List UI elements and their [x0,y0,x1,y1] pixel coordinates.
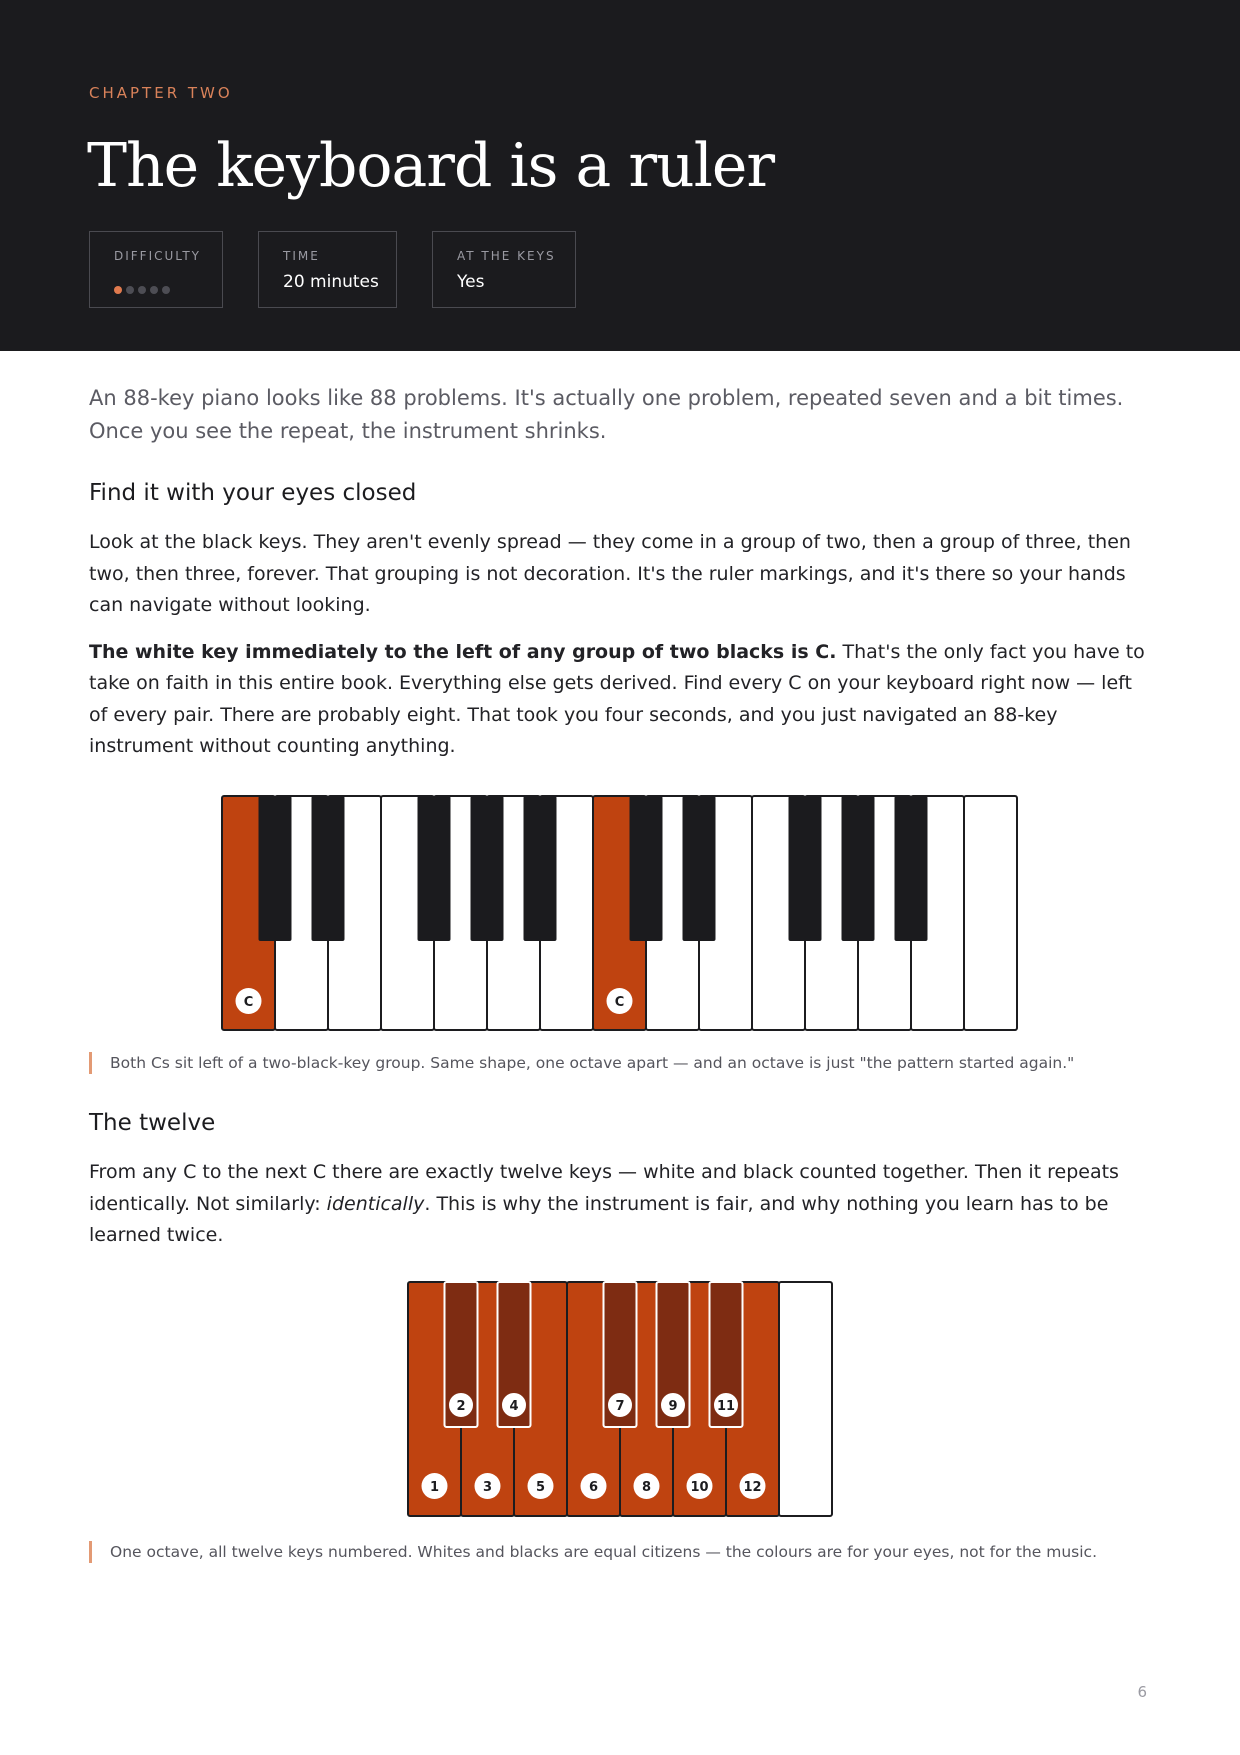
page-title: The keyboard is a ruler [87,131,775,201]
body-paragraph: Look at the black keys. They aren't evenly spread — they come in a group of two, then a group of three, then two, then three, forever. That grouping is not decoration. It's the ruler markings, and it's there so your hands can navigate without looking. [89,531,1131,616]
section-body [89,1157,1149,1252]
key-fact: The white key immediately to the left of any group of two blacks is C. [89,640,837,663]
section-heading: The twelve [89,1110,216,1136]
white-key [964,796,1017,1030]
key-number: 6 [588,1480,599,1495]
c-key-label: C [614,995,625,1010]
lede-paragraph: An 88-key piano looks like 88 problems. It's actually one problem, repeated seven and a bit times. Once you see the repeat, the instrument shrinks. [89,386,1124,443]
meta-label: DIFFICULTY [114,249,201,263]
figure-caption: One octave, all twelve keys numbered. Whites and blacks are equal citizens — the colours are for your eyes, not for the music. [89,1541,1170,1563]
figure-caption: Both Cs sit left of a two-black-key group. Same shape, one octave apart — and an octave is just "the pattern started again." [89,1052,1170,1074]
chapter-header [0,0,1240,351]
white-key [779,1282,832,1516]
rating-dot [162,286,170,294]
section-heading: Find it with your eyes closed [89,480,417,506]
key-number: 3 [482,1480,493,1495]
black-key [630,796,663,941]
meta-label: TIME [283,249,320,263]
section-body [89,527,1149,763]
meta-card-difficulty [89,231,223,308]
black-key [471,796,504,941]
rating-dot [150,286,158,294]
c-key-label: C [243,995,254,1010]
rating-dot [138,286,146,294]
black-key [789,796,822,941]
key-number: 2 [456,1399,466,1414]
key-number: 8 [641,1480,652,1495]
black-key [418,796,451,941]
key-number: 11 [716,1399,736,1414]
key-number: 7 [615,1399,625,1414]
key-number: 5 [535,1480,546,1495]
black-key [259,796,292,941]
body-text: From any C to the next C there are exactly twelve keys — white and black counted together. Then it repeats identically. Not similarly: [89,1161,1119,1215]
meta-card-at-keys [432,231,576,308]
body-text: That's the only fact you have to take on faith in this entire book. Everything else gets derived. Find every C on your keyboard right now — left of every pair. There are probably eight. That took you four seconds, and you just navigated an 88-key instrument without counting anything. [89,640,1145,757]
black-key [895,796,928,941]
page-number: 6 [1137,1683,1147,1701]
black-key [842,796,875,941]
key-number: 4 [509,1399,519,1414]
key-number: 12 [743,1480,762,1495]
black-key [312,796,345,941]
difficulty-rating [114,279,174,298]
rating-dot [126,286,134,294]
key-number: 1 [429,1480,440,1495]
black-key [524,796,557,941]
meta-label: AT THE KEYS [457,249,556,263]
meta-card-time [258,231,397,308]
body-paragraph [89,1157,1149,1252]
emphasis: identically [326,1192,425,1215]
black-key [683,796,716,941]
body-paragraph [89,637,1149,763]
chapter-kicker: CHAPTER TWO [89,84,233,102]
body-text: . This is why the instrument is fair, and why nothing you learn has to be learned twice. [89,1192,1109,1246]
meta-value: 20 minutes [283,272,379,292]
rating-dot-filled [114,286,122,294]
meta-value: Yes [457,272,485,292]
key-number: 10 [690,1480,709,1495]
key-number: 9 [668,1399,678,1414]
keyboard-diagram-two-octaves [221,795,1020,1032]
keyboard-diagram-twelve-keys [407,1281,834,1518]
